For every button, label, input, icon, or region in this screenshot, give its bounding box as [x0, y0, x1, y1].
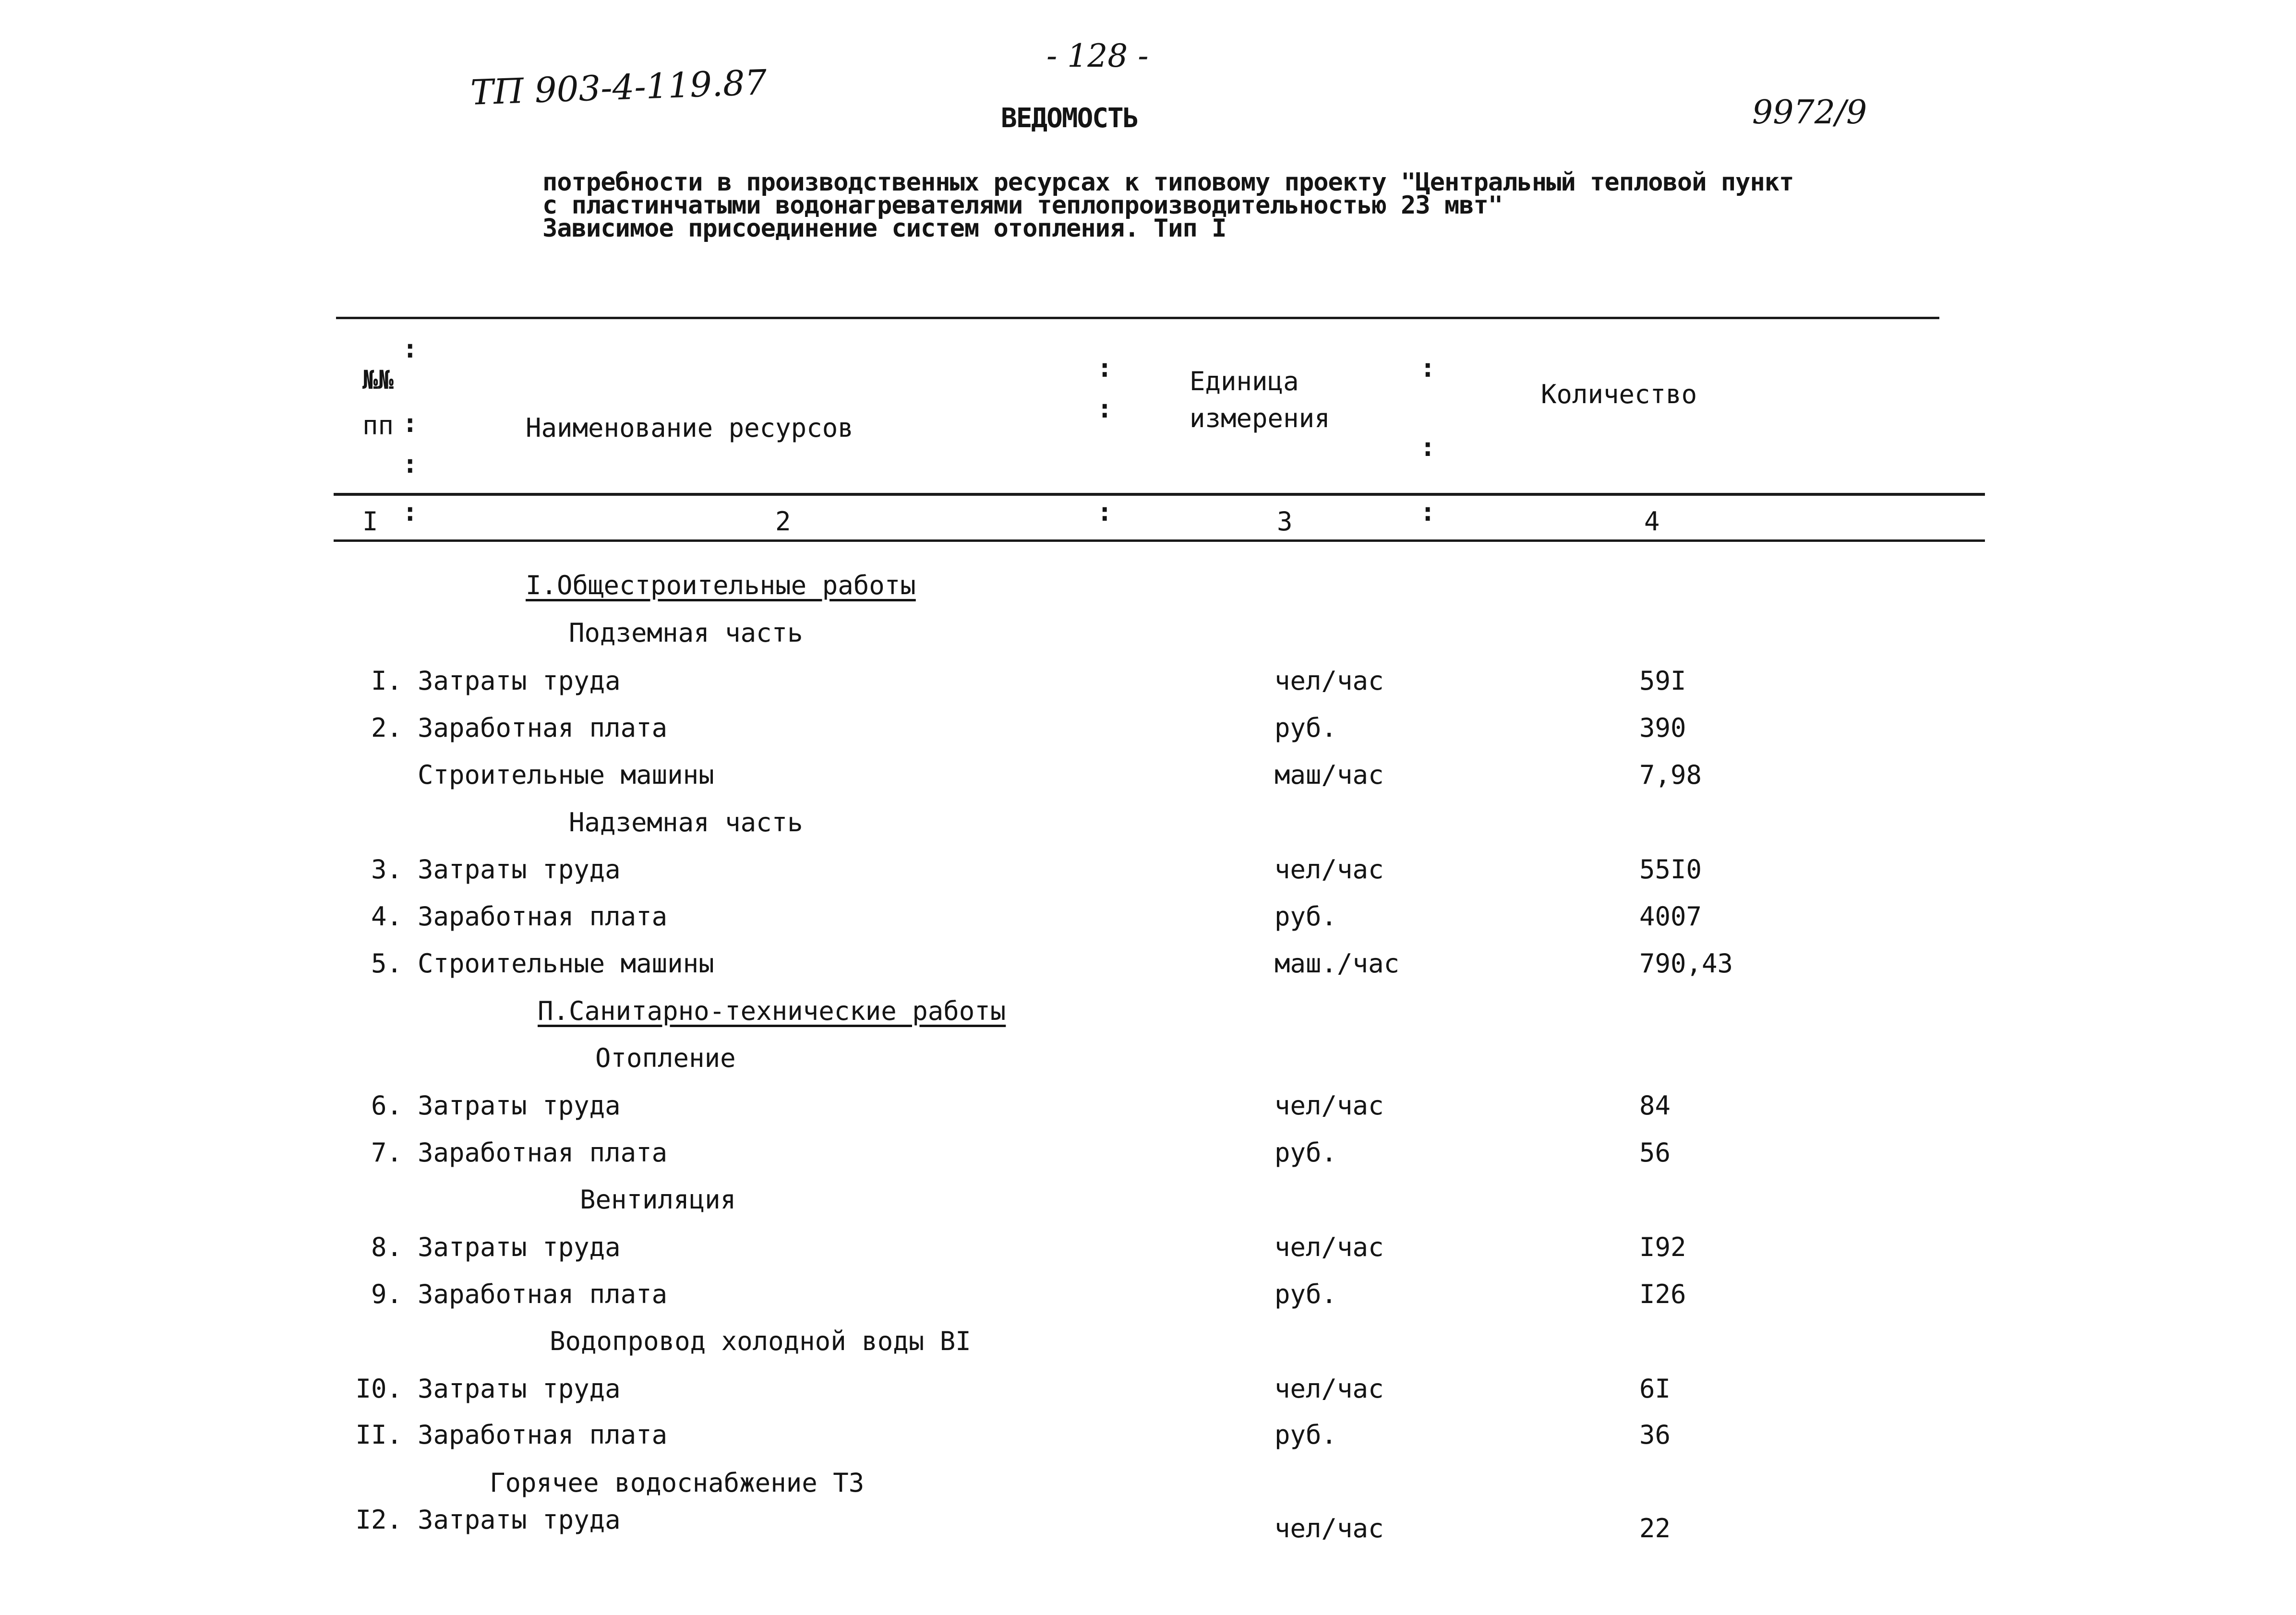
quantity: 55I0 — [1639, 854, 1702, 885]
column-separator: : — [1420, 353, 1436, 383]
quantity: 4007 — [1639, 901, 1702, 932]
column-number-2: 2 — [775, 506, 791, 537]
intro-line: Зависимое присоединение систем отопления. Тип I — [542, 214, 1226, 243]
group-subtitle: Подземная часть — [569, 618, 803, 648]
column-separator: : — [402, 334, 418, 364]
row-number: I0. — [355, 1374, 402, 1404]
resource-name: Заработная плата — [418, 1279, 668, 1309]
resource-name: Затраты труда — [418, 1374, 621, 1404]
quantity: I26 — [1639, 1279, 1686, 1309]
row-number: I. — [371, 666, 402, 696]
resource-name: Затраты труда — [418, 1232, 621, 1262]
resource-name: Затраты труда — [418, 854, 621, 885]
resource-name: Затраты труда — [418, 666, 621, 696]
group-subtitle: Водопровод холодной воды BI — [550, 1326, 971, 1356]
unit: чел/час — [1274, 854, 1384, 885]
group-subtitle: Надземная часть — [569, 807, 803, 837]
resource-name: Строительные машины — [418, 760, 714, 790]
quantity: 7,98 — [1639, 760, 1702, 790]
table-row — [0, 713, 2296, 746]
row-number: 3. — [371, 854, 402, 885]
document-code: ТП 903-4-119.87 — [469, 62, 768, 113]
row-number: 2. — [371, 713, 402, 743]
column-separator: : — [1420, 497, 1436, 527]
column-number-4: 4 — [1644, 506, 1660, 537]
table-row — [0, 666, 2296, 699]
row-number: 8. — [371, 1232, 402, 1262]
column-header-number: №№ — [362, 365, 394, 395]
resource-name: Заработная плата — [418, 901, 668, 932]
resource-name: Заработная плата — [418, 1420, 668, 1450]
row-number: 9. — [371, 1279, 402, 1309]
quantity: 390 — [1639, 713, 1686, 743]
column-separator: : — [402, 408, 418, 438]
table-row — [0, 760, 2296, 793]
table-row — [0, 1279, 2296, 1313]
table-row — [0, 948, 2296, 982]
column-header-unit: Единица — [1190, 366, 1299, 396]
column-number-1: I — [362, 506, 378, 537]
table-row — [0, 901, 2296, 935]
group-subtitle: Горячее водоснабжение Т3 — [490, 1468, 865, 1498]
column-header-number-line2: пп — [362, 410, 394, 441]
quantity: 59I — [1639, 666, 1686, 696]
unit: руб. — [1274, 1279, 1337, 1309]
column-header-name: Наименование ресурсов — [526, 413, 853, 443]
column-separator: : — [1097, 497, 1113, 527]
row-number: 4. — [371, 901, 402, 932]
unit: руб. — [1274, 901, 1337, 932]
quantity: 6I — [1639, 1374, 1671, 1404]
intro-line: потребности в производственных ресурсах к типовому проекту "Центральный тепловой пункт — [542, 168, 1794, 197]
section-title: П.Санитарно-технические работы — [538, 996, 1006, 1026]
table-row — [0, 1137, 2296, 1171]
quantity: 56 — [1639, 1137, 1671, 1168]
group-subtitle: Вентиляция — [580, 1184, 736, 1215]
section-title: I.Общестроительные работы — [526, 570, 916, 600]
sheet-number: 9972/9 — [1752, 94, 1867, 132]
row-number: 6. — [371, 1090, 402, 1121]
unit: чел/час — [1274, 1232, 1384, 1262]
unit: маш./час — [1274, 948, 1400, 979]
unit: маш/час — [1274, 760, 1384, 790]
resource-name: Затраты труда — [418, 1090, 621, 1121]
column-number-3: 3 — [1277, 506, 1293, 537]
unit: руб. — [1274, 1137, 1337, 1168]
quantity: 790,43 — [1639, 948, 1733, 979]
row-number: 7. — [371, 1137, 402, 1168]
row-number: II. — [355, 1420, 402, 1450]
table-row — [0, 1232, 2296, 1266]
column-header-quantity: Количество — [1541, 379, 1697, 409]
table-row — [0, 1420, 2296, 1453]
column-separator: : — [1097, 394, 1113, 424]
unit: чел/час — [1274, 1090, 1384, 1121]
row-number: 5. — [371, 948, 402, 979]
quantity: 84 — [1639, 1090, 1671, 1121]
table-row — [0, 854, 2296, 888]
column-numbers-rule — [334, 539, 1985, 542]
table-row — [0, 1090, 2296, 1124]
unit: чел/час — [1274, 1374, 1384, 1404]
intro-line: с пластинчатыми водонагревателями теплопроизводительностью 23 мвт" — [542, 191, 1503, 220]
unit: чел/час — [1274, 666, 1384, 696]
resource-name: Заработная плата — [418, 1137, 668, 1168]
unit: чел/час — [1274, 1513, 1384, 1543]
resource-name: Строительные машины — [418, 948, 714, 979]
column-separator: : — [402, 497, 418, 527]
column-header-unit-line2: измерения — [1190, 403, 1330, 433]
header-rule — [334, 493, 1985, 496]
group-subtitle: Отопление — [595, 1043, 736, 1073]
document-title: ВЕДОМОСТЬ — [1001, 103, 1138, 134]
resource-name: Затраты труда — [418, 1505, 621, 1535]
unit: руб. — [1274, 1420, 1337, 1450]
quantity: 22 — [1639, 1513, 1671, 1543]
row-number: I2. — [355, 1505, 402, 1535]
page-number: - 128 - — [1046, 37, 1149, 74]
quantity: 36 — [1639, 1420, 1671, 1450]
column-separator: : — [402, 449, 418, 479]
table-row — [0, 1374, 2296, 1407]
resource-name: Заработная плата — [418, 713, 668, 743]
quantity: I92 — [1639, 1232, 1686, 1262]
unit: руб. — [1274, 713, 1337, 743]
table-top-rule — [336, 317, 1939, 319]
column-separator: : — [1420, 432, 1436, 462]
table-row — [0, 1505, 2296, 1543]
column-separator: : — [1097, 353, 1113, 383]
